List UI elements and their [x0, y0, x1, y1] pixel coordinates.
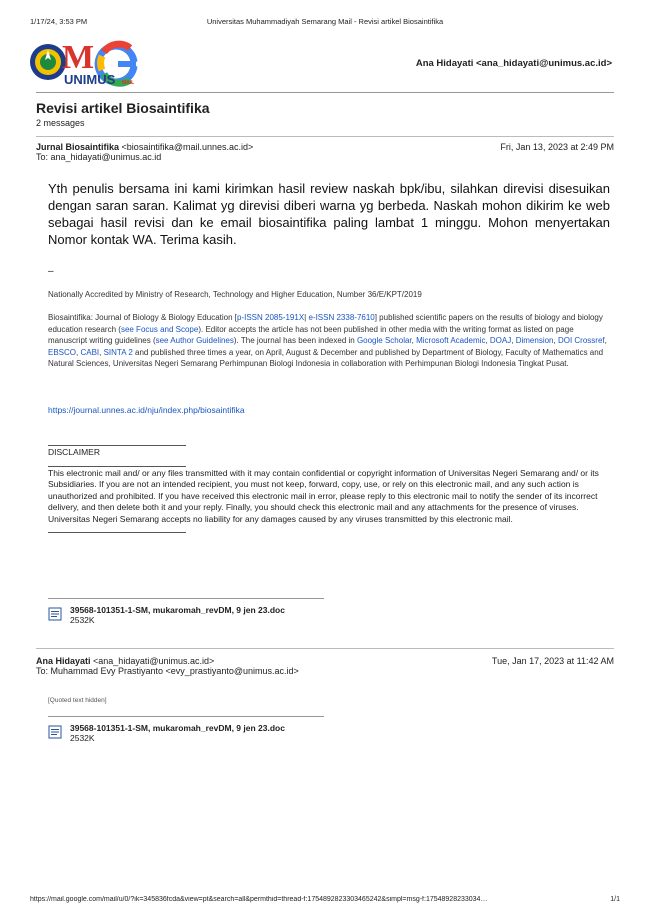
message-1-attachment[interactable] [48, 605, 285, 625]
attachment-size: 2532K [70, 615, 95, 625]
page-number: 1/1 [610, 896, 620, 903]
message-count: 2 messages [36, 118, 85, 128]
message-1-header [36, 142, 614, 162]
disclaimer-block [48, 438, 614, 534]
disclaimer-rule [48, 459, 614, 468]
ebsco-link[interactable]: EBSCO [48, 347, 77, 357]
dimension-link[interactable]: Dimension [515, 336, 554, 345]
print-title: Universitas Muhammadiyah Semarang Mail - Revisi artikel Biosaintifika [206, 17, 444, 26]
message-2-recipient: To: Muhammad Evy Prastiyanto <evy_prastiyanto@unimus.ac.id> [36, 666, 299, 676]
svg-text:UNIMUS: UNIMUS [64, 72, 116, 87]
svg-text:MAIL: MAIL [122, 80, 135, 86]
about-text: Biosaintifika: Journal of Biology & Biology Education [ [48, 313, 237, 322]
sender-email: <biosaintifika@mail.unnes.ac.id> [121, 142, 254, 152]
cabi-link[interactable]: CABI [80, 347, 100, 357]
header-divider [36, 92, 614, 93]
message-1-sender[interactable] [36, 142, 253, 152]
svg-text:M: M [62, 39, 95, 76]
message-divider [36, 136, 614, 137]
comma: , [553, 336, 558, 345]
attachment-divider [48, 716, 324, 717]
account-email: Ana Hidayati <ana_hidayati@unimus.ac.id> [415, 58, 612, 69]
journal-url-link[interactable]: https://journal.unnes.ac.id/nju/index.php/biosaintifika [48, 405, 245, 415]
attachment-size: 2532K [70, 733, 95, 743]
e-issn-link[interactable]: e-ISSN 2338-7610 [308, 313, 375, 322]
attachment-name: 39568-101351-1-SM, mukaromah_revDM, 9 jen 23.doc [70, 723, 285, 733]
sender-name: Jurnal Biosaintifika [36, 142, 120, 152]
comma: , [411, 336, 417, 345]
about-text: ). The journal has been indexed in [233, 336, 357, 345]
signature-dash: – [48, 266, 54, 277]
message-1-recipient: To: ana_hidayati@unimus.ac.id [36, 152, 162, 162]
sender-email: <ana_hidayati@unimus.ac.id> [93, 656, 215, 666]
about-text: | [304, 313, 309, 322]
sender-name: Ana Hidayati [36, 656, 91, 666]
document-icon [48, 607, 62, 621]
message-2-attachment[interactable] [48, 723, 285, 743]
attachment-name: 39568-101351-1-SM, mukaromah_revDM, 9 jen 23.doc [70, 605, 285, 615]
about-text: ] published scientific papers on the results of biology and biology education research ( [48, 313, 603, 334]
comma: , [485, 336, 490, 345]
message-2-sender[interactable] [36, 656, 214, 666]
quoted-text-toggle[interactable]: [Quoted text hidden] [48, 697, 107, 704]
journal-about [48, 312, 612, 370]
google-scholar-link[interactable]: Google Scholar [356, 336, 412, 345]
message-divider [36, 648, 614, 649]
doi-crossref-link[interactable]: DOI Crossref [557, 336, 605, 345]
disclaimer-title: DISCLAIMER [48, 447, 100, 457]
page-url: https://mail.google.com/mail/u/0/?ik=345836fcda&view=pt&search=all&permthid=thread-f:1754892823303465242&simpl=msg-f:17548928233034… [30, 896, 488, 903]
sinta-link[interactable]: SINTA 2 [103, 347, 133, 357]
document-icon [48, 725, 62, 739]
accreditation-note: Nationally Accredited by Ministry of Research, Technology and Higher Education, Number 36/E/KPT/2019 [48, 290, 422, 299]
unimus-mail-logo [28, 38, 150, 88]
print-header [30, 17, 620, 26]
about-text: and published three times a year, on April, August & December and published by Department of Biology, Faculty of Mathematics and Natural Sciences, Universitas Negeri Semarang Perhimpunan Biologi Indonesia in collaboration with Perhimpunan Biologi Indonesia Tingkat Pusat. [48, 347, 604, 368]
message-2-date: Tue, Jan 17, 2023 at 11:42 AM [491, 656, 614, 666]
disclaimer-rule [48, 438, 614, 447]
message-1-date: Fri, Jan 13, 2023 at 2:49 PM [500, 142, 614, 152]
doaj-link[interactable]: DOAJ [489, 336, 512, 345]
print-footer [30, 896, 620, 903]
thread-subject: Revisi artikel Biosaintifika [36, 100, 210, 116]
author-guidelines-link[interactable]: see Author Guidelines [155, 336, 234, 345]
comma: , [511, 336, 516, 345]
microsoft-academic-link[interactable]: Microsoft Academic [416, 336, 486, 345]
about-text: ). Editor accepts the article has not been published in other media with the writing format as listed on page manuscript writing guidelines ( [48, 324, 574, 345]
disclaimer-text: This electronic mail and/ or any files transmitted with it may contain confidential or copyright information of Universitas Negeri Semarang and/ or its Subsidiaries. If you are not an intended recipient, you must not keep, forward, copy, use, or rely on this electronic mail, and any such action is unauthorized and prohibited. If you have received this electronic mail in error, please reply to this electronic mail to notify the sender of its incorrect delivery, and then delete both it and your reply. Finally, you should check this electronic mail and any attachments for the presence of viruses. Universitas Negeri Semarang accepts no liability for any damages caused by any viruses transmitted by this electronic mail. [48, 467, 599, 524]
print-datetime: 1/17/24, 3:53 PM [30, 17, 88, 26]
comma: , [76, 347, 81, 357]
focus-scope-link[interactable]: see Focus and Scope [120, 324, 199, 334]
message-1-body: Yth penulis bersama ini kami kirimkan hasil review naskah bpk/ibu, silahkan direvisi disesuikan dengan saran saran. Kalimat yg direvisi diberi warna yg berbeda. Naskah mohon dikirim ke web sebagai hasil revisi dan ke email biosaintifika paling lambat 1 minggu. Mohon menyertakan Nomor kontak WA. Terima kasih. [48, 181, 610, 247]
comma: , [604, 336, 607, 345]
p-issn-link[interactable]: p-ISSN 2085-191X [237, 313, 305, 322]
comma: , [99, 347, 104, 357]
attachment-divider [48, 598, 324, 599]
message-2-header [36, 656, 614, 676]
disclaimer-rule [48, 525, 614, 534]
